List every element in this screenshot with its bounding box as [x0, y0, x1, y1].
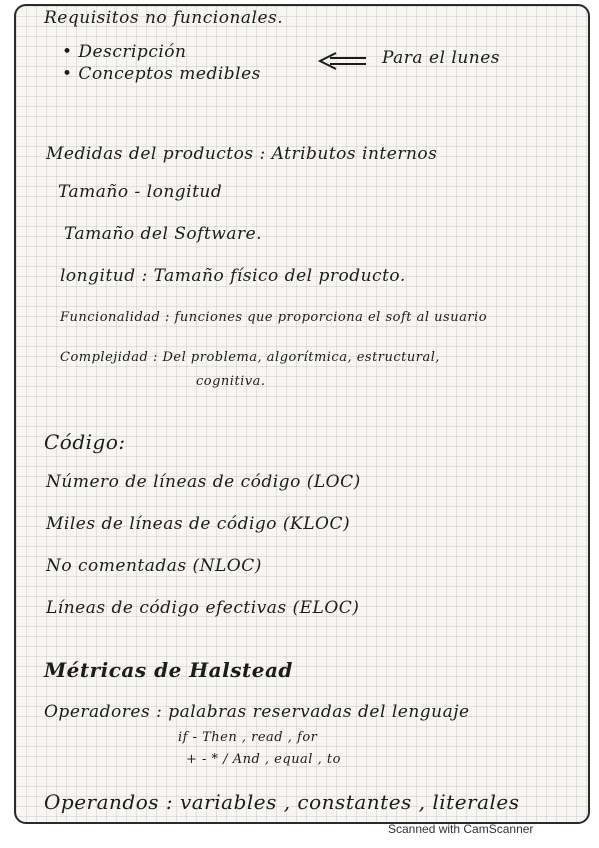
complexity-line: Complejidad : Del problema, algorítmica, estructural, [60, 350, 441, 365]
halstead-heading: Métricas de Halstead [44, 658, 293, 682]
operands-line: Operandos : variables , constantes , literales [44, 790, 520, 814]
eloc-line: Líneas de código efectivas (ELOC) [46, 598, 360, 618]
software-size-line: Tamaño del Software. [64, 224, 263, 244]
arrow-note: Para el lunes [382, 48, 500, 68]
bullet-measurable-concepts: • Conceptos medibles [62, 64, 261, 84]
code-heading: Código: [44, 430, 126, 454]
length-definition: longitud : Tamaño físico del producto. [60, 266, 406, 286]
nloc-line: No comentadas (NLOC) [46, 556, 262, 576]
kloc-line: Miles de líneas de código (KLOC) [46, 514, 351, 534]
size-length-line: Tamaño - longitud [58, 182, 223, 202]
scanner-watermark: Scanned with CamScanner [388, 822, 534, 836]
functionality-line: Funcionalidad : funciones que proporciona el soft al usuario [60, 310, 488, 325]
operators-line: Operadores : palabras reservadas del lenguaje [44, 702, 470, 722]
operators-example-1: if - Then , read , for [178, 730, 318, 745]
loc-line: Número de líneas de código (LOC) [46, 472, 361, 492]
notebook-page [14, 4, 590, 824]
title-line: Requisitos no funcionales. [44, 8, 284, 28]
operators-example-2: + - * / And , equal , to [186, 752, 341, 767]
left-arrow-icon [316, 52, 368, 72]
bullet-description: • Descripción [62, 42, 187, 62]
measures-heading: Medidas del productos : Atributos internos [46, 144, 438, 164]
complexity-continuation: cognitiva. [196, 374, 266, 389]
